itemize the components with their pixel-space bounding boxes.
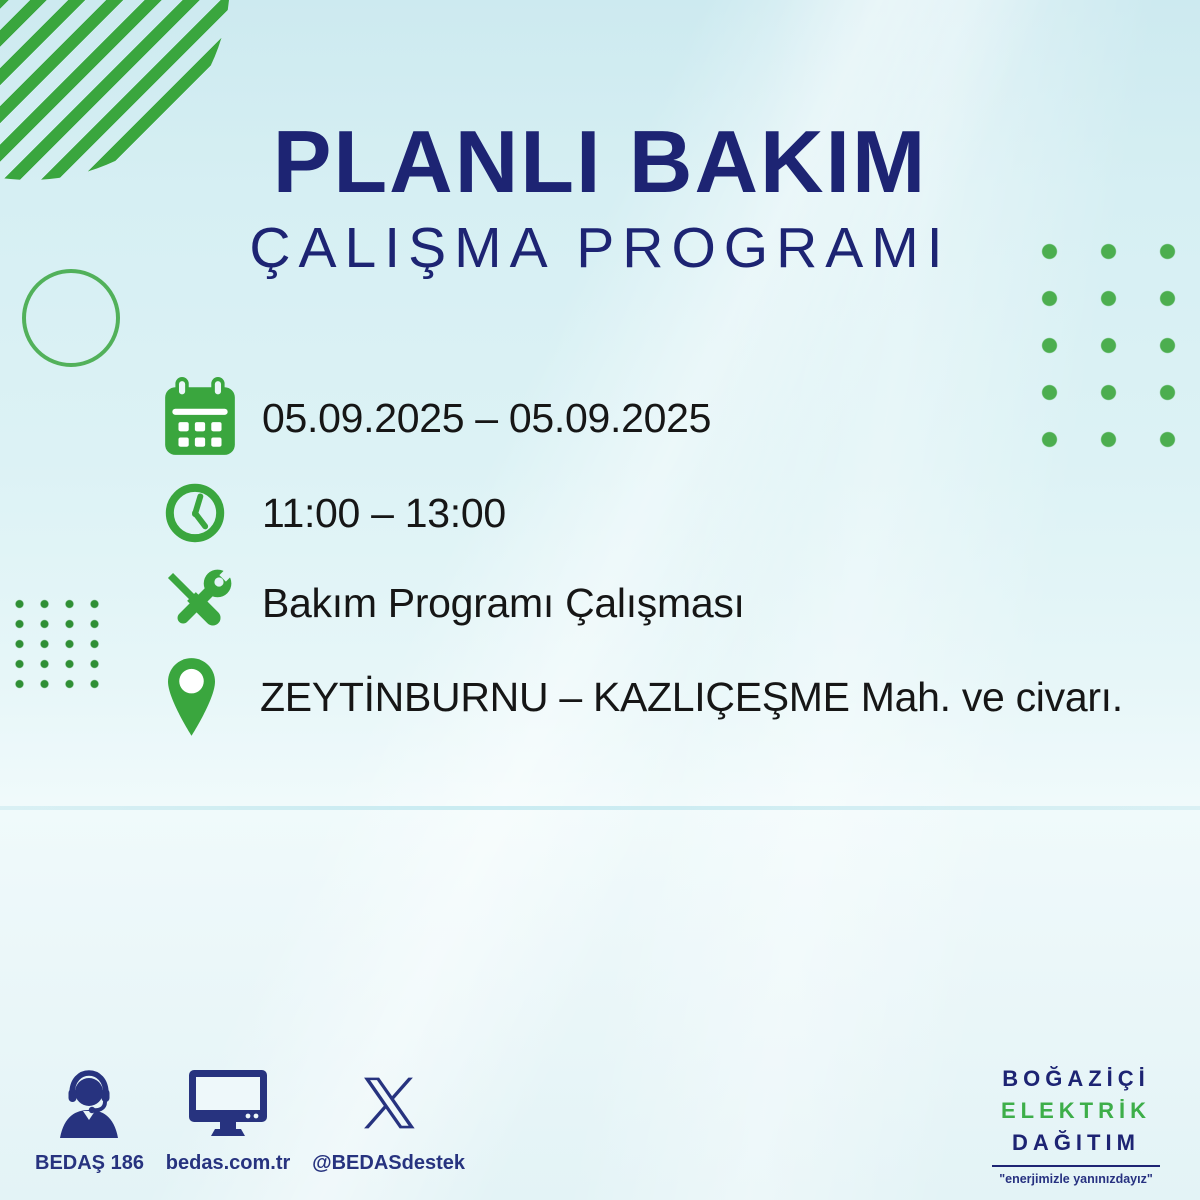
date-row	[165, 375, 711, 461]
tools-icon	[155, 560, 262, 646]
location-text: ZEYTİNBURNU – KAZLIÇEŞME Mah. ve civarı.	[260, 673, 1123, 720]
contact-x-account-label: @BEDASdestek	[312, 1152, 465, 1174]
footer-contacts	[35, 1063, 465, 1175]
logo-line-bogazici: BOĞAZİÇİ	[1002, 1066, 1150, 1091]
logo-line-dagitim: DAĞITIM	[1012, 1129, 1140, 1155]
dot-grid-left-decoration	[7, 594, 107, 695]
work-type-row	[155, 558, 745, 648]
page-subtitle: ÇALIŞMA PROGRAMI	[249, 216, 951, 280]
work-type-text: Bakım Programı Çalışması	[262, 579, 745, 626]
logo-line-elektrik: ELEKTRİK	[1001, 1097, 1151, 1123]
monitor-icon	[189, 1063, 267, 1142]
contact-website-label: bedas.com.tr	[165, 1152, 291, 1174]
logo-tagline: "enerjimizle yanınızdayız"	[999, 1171, 1153, 1186]
contact-website	[166, 1063, 290, 1175]
calendar-icon	[165, 377, 262, 459]
contact-call-center-label: BEDAŞ 186	[35, 1152, 144, 1174]
time-range-text: 11:00 – 13:00	[262, 489, 506, 536]
company-logo	[986, 1063, 1166, 1186]
contact-call-center	[35, 1063, 144, 1175]
page-title: PLANLI BAKIM	[272, 112, 928, 211]
location-pin-icon	[168, 658, 260, 736]
circle-outline-decoration	[22, 269, 120, 367]
horizon-line-decoration	[0, 806, 1200, 810]
location-row	[168, 652, 1123, 742]
date-range-text: 05.09.2025 – 05.09.2025	[262, 394, 712, 441]
logo-divider	[992, 1165, 1160, 1167]
title-block	[0, 112, 1200, 280]
contact-x-account	[312, 1063, 465, 1175]
x-social-icon	[361, 1063, 417, 1142]
time-row	[165, 478, 506, 548]
support-agent-icon	[52, 1063, 126, 1142]
clock-icon	[165, 483, 262, 543]
